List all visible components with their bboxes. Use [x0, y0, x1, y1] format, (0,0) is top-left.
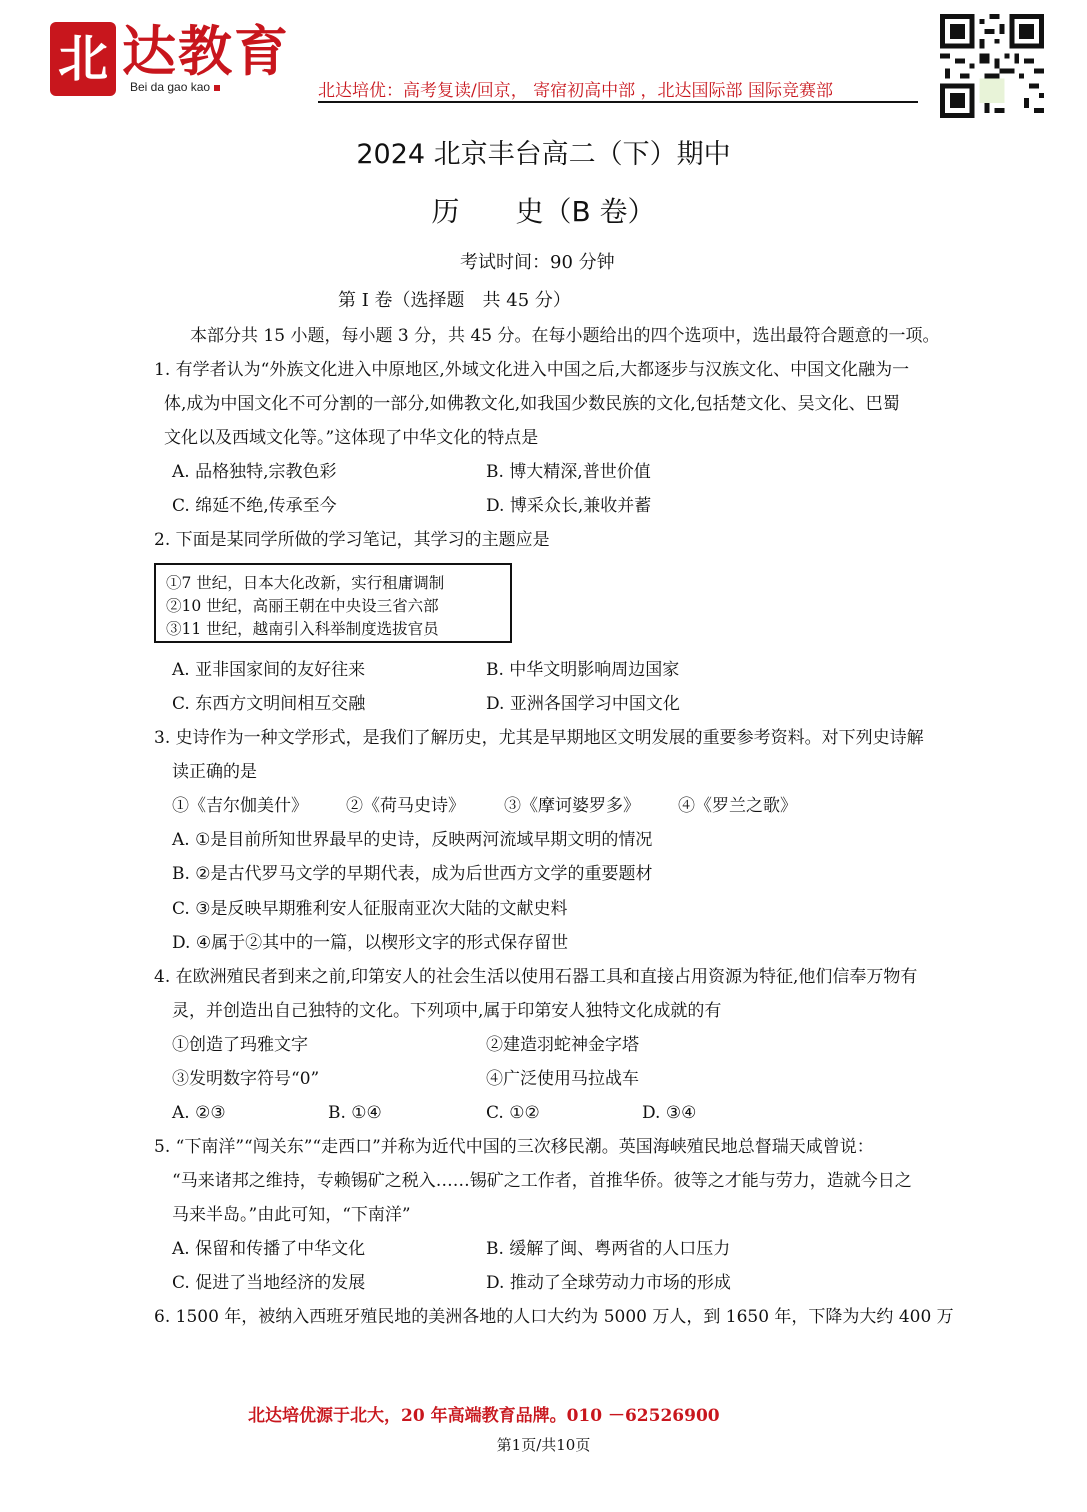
- logo-pinyin-text: Bei da gao kao: [130, 80, 211, 94]
- question-3-option-a[interactable]: A. ①是目前所知世界最早的史诗，反映两河流域早期文明的情况: [172, 830, 653, 850]
- question-2-line-1: 2. 下面是某同学所做的学习笔记，其学习的主题应是: [154, 530, 550, 550]
- question-5-line-3: 马来半岛。”由此可知，“下南洋”: [172, 1205, 411, 1225]
- footer-advert: 北达培优源于北大，20 年高端教育品牌。010 －62526900: [248, 1406, 720, 1426]
- logo-pinyin: [130, 80, 220, 94]
- question-4-option-d[interactable]: D. ③④: [642, 1103, 697, 1123]
- exam-title: 2024 北京丰台高二（下）期中: [356, 139, 731, 170]
- study-note-1: ①7 世纪，日本大化改新，实行租庸调制: [166, 574, 445, 592]
- question-5-option-c[interactable]: C. 促进了当地经济的发展: [172, 1273, 366, 1293]
- question-3-line-1: 3. 史诗作为一种文学形式，是我们了解历史，尤其是早期地区文明发展的重要参考资料。对下列史诗解: [154, 728, 924, 748]
- question-6-line-1: 6. 1500 年，被纳入西班牙殖民地的美洲各地的人口大约为 5000 万人，到 1650 年，下降为大约 400 万: [154, 1307, 954, 1327]
- beida-logo: [50, 18, 320, 102]
- study-note-2: ②10 世纪，高丽王朝在中央设三省六部: [166, 597, 439, 615]
- logo-square-icon: [214, 85, 220, 91]
- question-5-option-b[interactable]: B. 缓解了闽、粤两省的人口压力: [486, 1239, 731, 1259]
- question-1-line-1: 1. 有学者认为“外族文化进入中原地区,外域文化进入中国之后,大都逐步与汉族文化、中国文化融为一: [154, 360, 910, 380]
- question-2-option-d[interactable]: D. 亚洲各国学习中国文化: [486, 694, 680, 714]
- question-1-line-3: 文化以及西域文化等。”这体现了中华文化的特点是: [164, 428, 539, 448]
- question-1-line-2: 体,成为中国文化不可分割的一部分,如佛教文化,如我国少数民族的文化,包括楚文化、吴文化、巴蜀: [164, 394, 900, 414]
- qr-code-icon: [940, 14, 1044, 118]
- question-5-line-2: “马来诸邦之维持，专赖锡矿之税入……锡矿之工作者，首推华侨。彼等之才能与劳力，造就今日之: [172, 1171, 912, 1191]
- header-advert: 北达培优：高考复读/回京， 寄宿初高中部 ，北达国际部 国际竞赛部: [318, 81, 833, 101]
- question-3-option-b[interactable]: B. ②是古代罗马文学的早期代表，成为后世西方文学的重要题材: [172, 864, 653, 884]
- question-1-option-b[interactable]: B. 博大精深,普世价值: [486, 462, 651, 482]
- question-2-option-a[interactable]: A. 亚非国家间的友好往来: [172, 660, 366, 680]
- study-note-3: ③11 世纪，越南引入科举制度选拔官员: [166, 620, 439, 638]
- question-1-option-d[interactable]: D. 博采众长,兼收并蓄: [486, 496, 652, 516]
- study-notes-box: [154, 563, 512, 643]
- question-4-line-1: 4. 在欧洲殖民者到来之前,印第安人的社会生活以使用石器工具和直接占用资源为特征,他们信奉万物有: [154, 967, 918, 987]
- question-4-option-c[interactable]: C. ①②: [486, 1103, 540, 1123]
- logo-brand-text: 达教育: [122, 19, 290, 83]
- question-3-item-1: ①《吉尔伽美什》: [172, 796, 308, 816]
- instructions: 本部分共 15 小题，每小题 3 分，共 45 分。在每小题给出的四个选项中，选出最符合题意的一项。: [190, 326, 940, 346]
- section-heading: 第 I 卷（选择题 共 45 分）: [338, 290, 571, 311]
- question-5-option-a[interactable]: A. 保留和传播了中华文化: [172, 1239, 366, 1259]
- exam-subject: 历 史（B 卷）: [431, 195, 656, 228]
- question-4-option-b[interactable]: B. ①④: [328, 1103, 382, 1123]
- question-4-item-1: ①创造了玛雅文字: [172, 1035, 308, 1055]
- question-4-item-3: ③发明数字符号“0”: [172, 1069, 320, 1089]
- question-4-item-2: ②建造羽蛇神金字塔: [486, 1035, 639, 1055]
- question-4-option-a[interactable]: A. ②③: [172, 1103, 226, 1123]
- question-1-option-a[interactable]: A. 品格独特,宗教色彩: [172, 462, 337, 482]
- question-3-option-c[interactable]: C. ③是反映早期雅利安人征服南亚次大陆的文献史料: [172, 899, 568, 919]
- question-3-item-2: ②《荷马史诗》: [346, 796, 465, 816]
- question-1-option-c[interactable]: C. 绵延不绝,传承至今: [172, 496, 337, 516]
- question-3-item-3: ③《摩诃婆罗多》: [504, 796, 640, 816]
- logo-seal: 北: [50, 22, 116, 96]
- question-2-option-c[interactable]: C. 东西方文明间相互交融: [172, 694, 366, 714]
- question-2-option-b[interactable]: B. 中华文明影响周边国家: [486, 660, 680, 680]
- header-divider: [318, 101, 918, 103]
- question-3-option-d[interactable]: D. ④属于②其中的一篇，以楔形文字的形式保存留世: [172, 933, 569, 953]
- question-4-line-2: 灵，并创造出自己独特的文化。下列项中,属于印第安人独特文化成就的有: [172, 1001, 722, 1021]
- question-5-line-1: 5. “下南洋”“闯关东”“走西口”并称为近代中国的三次移民潮。英国海峡殖民地总督瑞天咸曾说：: [154, 1137, 874, 1157]
- question-5-option-d[interactable]: D. 推动了全球劳动力市场的形成: [486, 1273, 731, 1293]
- page-number: 第1页/共10页: [496, 1436, 591, 1454]
- exam-duration: 考试时间：90 分钟: [460, 252, 615, 273]
- question-3-line-2: 读正确的是: [172, 762, 257, 782]
- question-3-item-4: ④《罗兰之歌》: [678, 796, 797, 816]
- question-4-item-4: ④广泛使用马拉战车: [486, 1069, 639, 1089]
